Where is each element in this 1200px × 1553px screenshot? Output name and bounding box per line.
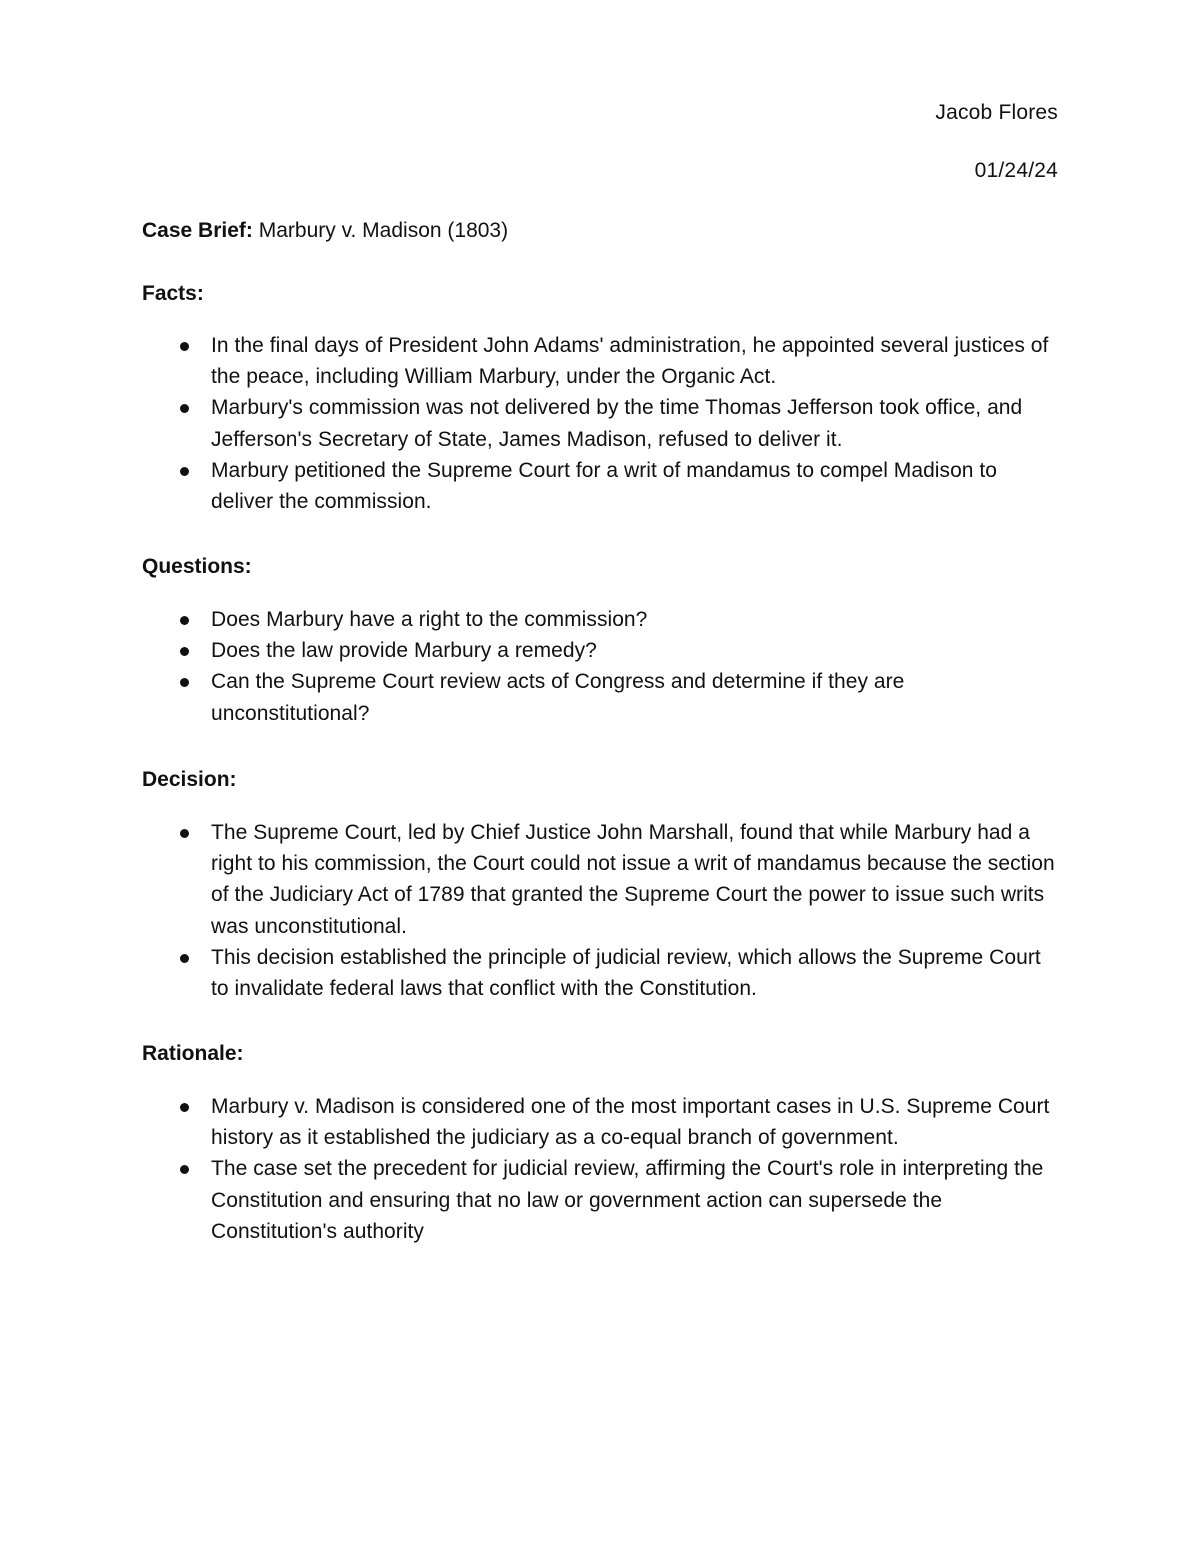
list-item bbox=[142, 1153, 1062, 1247]
case-brief-title bbox=[142, 217, 508, 245]
list-item-text: The case set the precedent for judicial review, affirming the Court's role in interpreting the Constitution and ensuring that no law or government action can supersede the Constitution's authority bbox=[211, 1157, 1044, 1243]
list-item-text: Marbury's commission was not delivered by the time Thomas Jefferson took office, and Jefferson's Secretary of State, James Madison, refused to deliver it. bbox=[211, 396, 1023, 451]
bullet-icon bbox=[180, 616, 189, 625]
bullet-icon bbox=[180, 954, 189, 963]
document-date: 01/24/24 bbox=[974, 159, 1058, 182]
list-item bbox=[142, 455, 1062, 517]
list-item-text: This decision established the principle of judicial review, which allows the Supreme Court to invalidate federal laws that conflict with the Constitution. bbox=[211, 945, 1041, 1001]
list-item bbox=[142, 666, 1062, 728]
questions-list bbox=[142, 604, 1062, 729]
bullet-icon bbox=[180, 404, 189, 413]
rationale-list bbox=[142, 1091, 1062, 1247]
author-name: Jacob Flores bbox=[935, 101, 1058, 124]
list-item bbox=[142, 817, 1062, 942]
list-item-text: Marbury v. Madison is considered one of the most important cases in U.S. Supreme Court history as it established the judiciary as a co-equal branch of government. bbox=[211, 1095, 1050, 1150]
rationale-heading: Rationale: bbox=[142, 1042, 244, 1065]
list-item-text: Does the law provide Marbury a remedy? bbox=[211, 639, 597, 663]
bullet-icon bbox=[180, 467, 189, 476]
case-name: Marbury v. Madison (1803) bbox=[252, 219, 509, 242]
bullet-icon bbox=[180, 678, 189, 687]
list-item bbox=[142, 942, 1062, 1004]
list-item-text: Marbury petitioned the Supreme Court for a writ of mandamus to compel Madison to deliver the commission. bbox=[211, 458, 998, 514]
bullet-icon bbox=[180, 1103, 189, 1112]
questions-heading: Questions: bbox=[142, 555, 252, 578]
decision-heading: Decision: bbox=[142, 768, 237, 791]
list-item bbox=[142, 392, 1062, 454]
bullet-icon bbox=[180, 342, 189, 351]
list-item bbox=[142, 635, 1062, 666]
list-item bbox=[142, 1091, 1062, 1153]
bullet-icon bbox=[180, 1165, 189, 1174]
facts-heading: Facts: bbox=[142, 282, 204, 305]
case-brief-label: Case Brief: bbox=[142, 219, 253, 242]
bullet-icon bbox=[180, 647, 189, 656]
list-item-text: The Supreme Court, led by Chief Justice John Marshall, found that while Marbury had a right to his commission, the Court could not issue a writ of mandamus because the section of the Judiciary Act of 1789 that granted the Supreme Court the power to issue such writs was unconstitutional. bbox=[211, 821, 1055, 938]
list-item-text: In the final days of President John Adams' administration, he appointed several justices of the peace, including William Marbury, under the Organic Act. bbox=[211, 334, 1049, 389]
list-item-text: Can the Supreme Court review acts of Congress and determine if they are unconstitutional? bbox=[211, 670, 905, 725]
decision-list bbox=[142, 817, 1062, 1004]
list-item bbox=[142, 604, 1062, 635]
bullet-icon bbox=[180, 829, 189, 838]
list-item bbox=[142, 330, 1062, 392]
list-item-text: Does Marbury have a right to the commission? bbox=[211, 608, 648, 631]
facts-list bbox=[142, 330, 1062, 517]
